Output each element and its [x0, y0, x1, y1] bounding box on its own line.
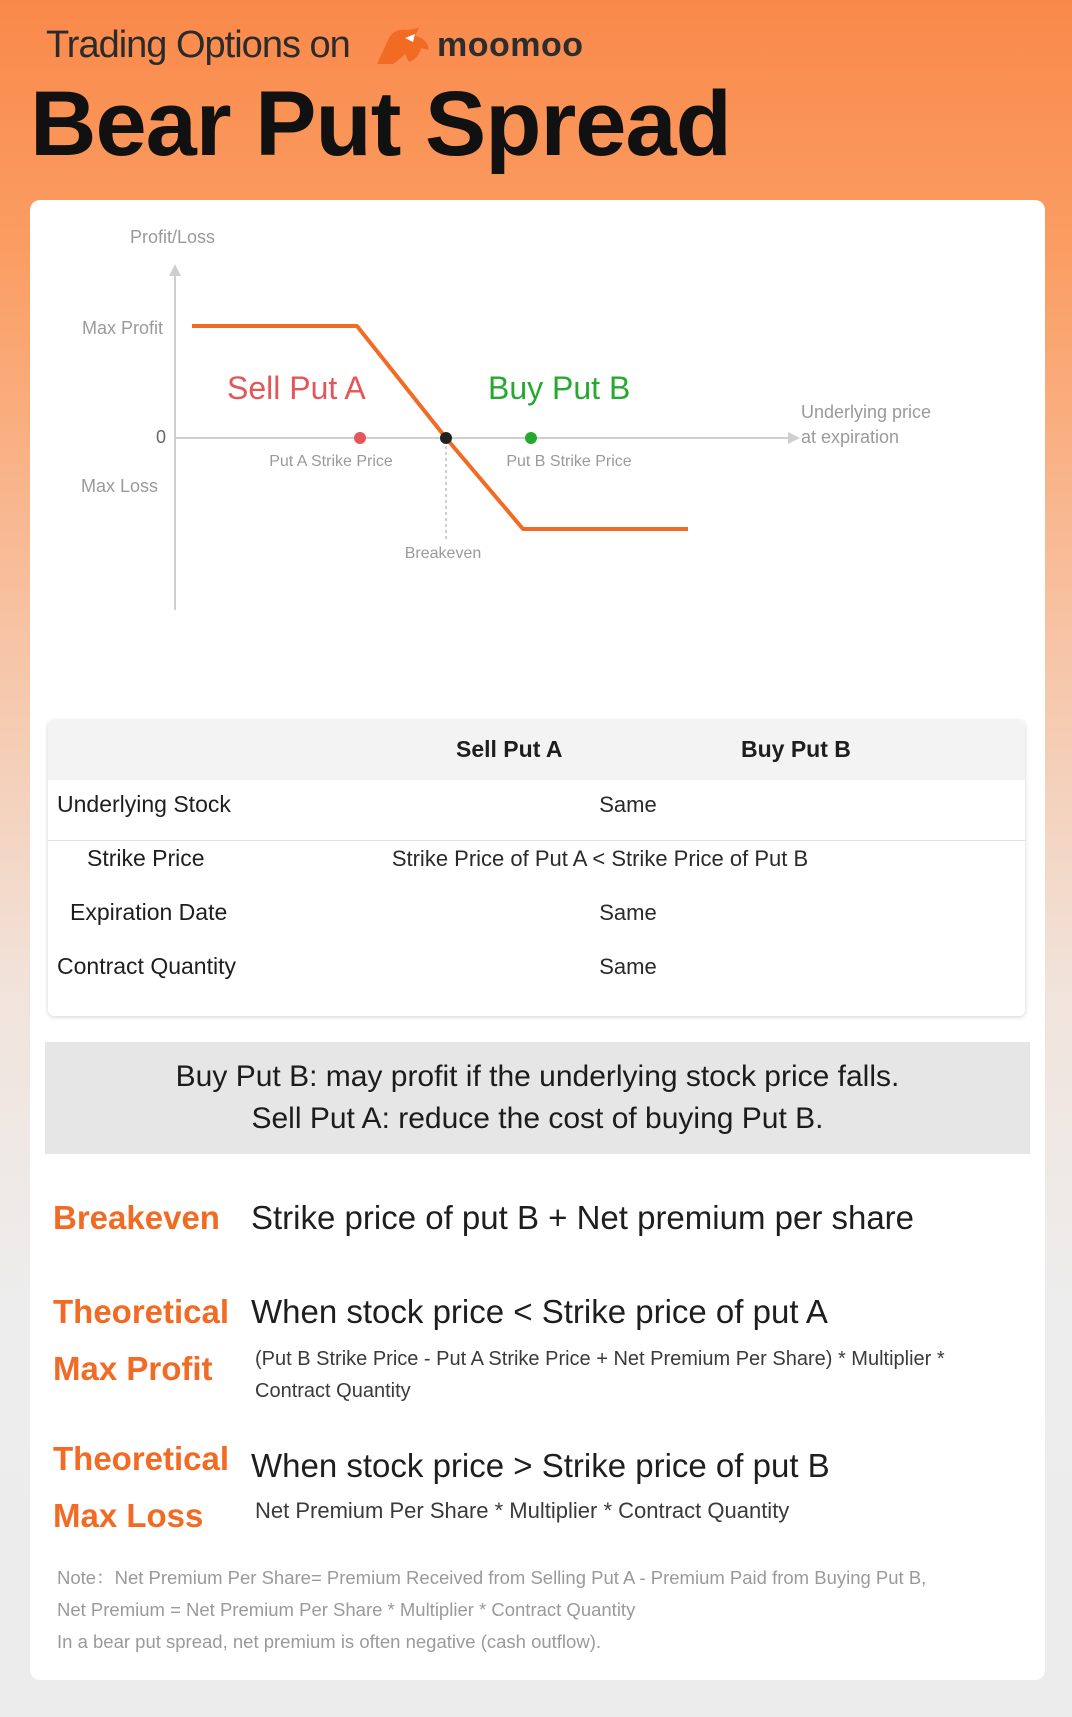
header-sell-put-a: Sell Put A — [456, 736, 563, 762]
summary-line1: Buy Put B: may profit if the underlying stock price falls. — [175, 1060, 900, 1093]
put-b-strike-label: Put B Strike Price — [506, 453, 632, 470]
max-profit-key-line2: Max Profit — [53, 1350, 213, 1387]
x-axis-label-line1: Underlying price — [801, 402, 932, 422]
breakeven-point — [440, 432, 452, 444]
table-divider — [48, 840, 1025, 841]
page-title: Bear Put Spread — [30, 73, 731, 175]
row-value-quantity: Same — [599, 954, 657, 979]
footnote-line3: In a bear put spread, net premium is often negative (cash outflow). — [57, 1631, 601, 1652]
table-header — [48, 720, 1025, 780]
max-loss-key-line1: Theoretical — [53, 1440, 230, 1477]
row-label-expiration: Expiration Date — [70, 899, 228, 925]
breakeven-key: Breakeven — [53, 1199, 220, 1236]
header-subtitle: Trading Options on — [46, 24, 350, 66]
max-profit-key-line1: Theoretical — [53, 1293, 230, 1330]
footnote-line1: Note：Net Premium Per Share= Premium Received from Selling Put A - Premium Paid from Buying Put B, — [57, 1567, 927, 1588]
put-a-strike-point — [354, 432, 366, 444]
bull-logo-icon — [375, 24, 431, 66]
comparison-table — [48, 720, 1025, 1016]
row-value-strike: Strike Price of Put A < Strike Price of Put B — [391, 846, 809, 871]
payoff-line — [192, 326, 688, 529]
x-axis-arrow-icon — [788, 432, 800, 444]
breakeven-value: Strike price of put B + Net premium per share — [251, 1199, 915, 1236]
summary-box — [45, 1042, 1030, 1154]
max-profit-formula: (Put B Strike Price - Put A Strike Price + Net Premium Per Share) * Multiplier * Contract Quantity — [255, 1348, 945, 1402]
put-b-strike-point — [525, 432, 537, 444]
zero-axis-label: 0 — [155, 427, 166, 447]
row-value-underlying: Same — [599, 792, 657, 817]
header-buy-put-b: Buy Put B — [741, 736, 851, 762]
row-label-strike: Strike Price — [87, 845, 205, 871]
summary-line2: Sell Put A: reduce the cost of buying Put B. — [251, 1102, 824, 1135]
sell-put-a-label: Sell Put A — [227, 370, 366, 406]
max-profit-axis-label: Max Profit — [81, 318, 163, 338]
max-profit-condition: When stock price < Strike price of put A — [251, 1293, 828, 1330]
y-axis-arrow-icon — [169, 264, 181, 276]
moomoo-logo — [375, 24, 584, 66]
max-loss-axis-label: Max Loss — [80, 476, 158, 496]
y-axis-label: Profit/Loss — [130, 227, 216, 247]
breakeven-diagram-label: Breakeven — [404, 545, 482, 562]
max-loss-key-line2: Max Loss — [53, 1497, 204, 1534]
x-axis-label-line2: at expiration — [801, 427, 900, 447]
max-loss-condition: When stock price > Strike price of put B — [251, 1447, 830, 1484]
row-value-expiration: Same — [599, 900, 657, 925]
footnote — [57, 1562, 926, 1658]
put-a-strike-label: Put A Strike Price — [269, 453, 393, 470]
max-loss-formula: Net Premium Per Share * Multiplier * Contract Quantity — [255, 1498, 790, 1523]
brand-name: moomoo — [437, 25, 584, 64]
buy-put-b-label: Buy Put B — [488, 370, 631, 406]
footnote-line2: Net Premium = Net Premium Per Share * Multiplier * Contract Quantity — [57, 1599, 636, 1620]
row-label-underlying: Underlying Stock — [57, 791, 231, 817]
content-card — [30, 200, 1045, 1680]
row-label-quantity: Contract Quantity — [57, 953, 236, 979]
payoff-diagram — [30, 200, 1045, 700]
